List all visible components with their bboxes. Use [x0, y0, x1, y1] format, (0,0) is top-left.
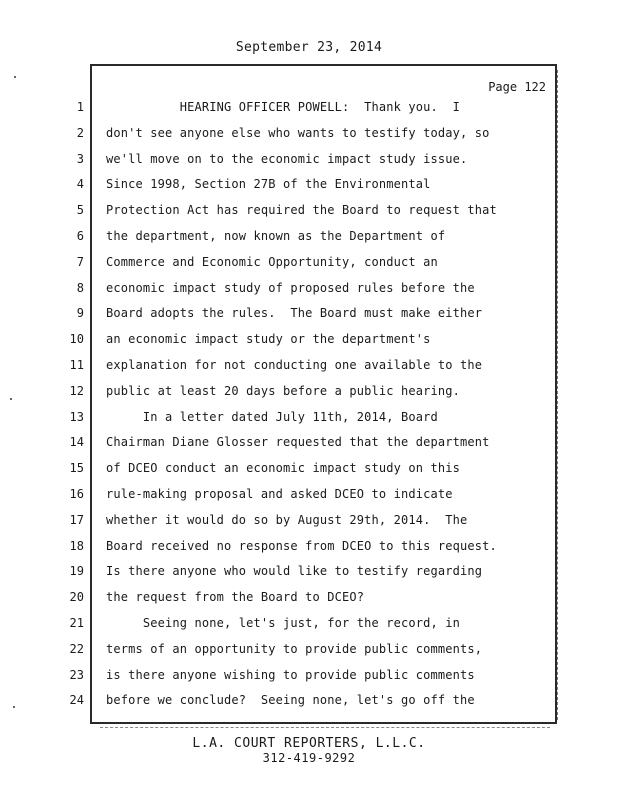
transcript-line: Since 1998, Section 27B of the Environmental: [106, 177, 431, 191]
transcript-line: whether it would do so by August 29th, 2014. The: [106, 513, 468, 527]
transcript-line: HEARING OFFICER POWELL: Thank you. I: [106, 100, 460, 114]
transcript-line: Board adopts the rules. The Board must make either: [106, 306, 483, 320]
transcript-line: don't see anyone else who wants to testify today, so: [106, 126, 490, 140]
transcript-line: we'll move on to the economic impact study issue.: [106, 152, 468, 166]
transcript-line: Commerce and Economic Opportunity, conduct an: [106, 255, 438, 269]
transcript-line: the department, now known as the Department of: [106, 229, 446, 243]
line-number: 15: [69, 461, 84, 475]
line-number: 9: [76, 306, 84, 320]
line-number: 16: [69, 487, 84, 501]
line-number: 1: [76, 100, 84, 114]
line-number: 4: [76, 177, 84, 191]
line-number: 23: [69, 668, 84, 682]
line-number: 20: [69, 590, 84, 604]
line-number: 2: [76, 126, 84, 140]
line-number: 11: [69, 358, 84, 372]
frame-bottom-edge: [100, 727, 550, 729]
transcript-line: an economic impact study or the department's: [106, 332, 431, 346]
transcript-line: of DCEO conduct an economic impact study on this: [106, 461, 460, 475]
scan-speck: [10, 398, 12, 400]
line-number: 13: [69, 410, 84, 424]
transcript-line: Board received no response from DCEO to this request.: [106, 539, 497, 553]
line-number: 5: [76, 203, 84, 217]
transcript-line: Is there anyone who would like to testify regarding: [106, 564, 483, 578]
line-number: 17: [69, 513, 84, 527]
transcript-line: is there anyone wishing to provide public comments: [106, 668, 475, 682]
transcript-line: rule-making proposal and asked DCEO to indicate: [106, 487, 453, 501]
transcript-line: Seeing none, let's just, for the record, in: [106, 616, 460, 630]
transcript-line: public at least 20 days before a public hearing.: [106, 384, 460, 398]
line-number: 10: [69, 332, 84, 346]
transcript-line: terms of an opportunity to provide public comments,: [106, 642, 483, 656]
scan-speck: [13, 706, 15, 708]
line-number: 7: [76, 255, 84, 269]
frame-edge: [557, 70, 561, 720]
transcript-line: before we conclude? Seeing none, let's go off the: [106, 693, 475, 707]
transcript-line: Chairman Diane Glosser requested that the department: [106, 435, 490, 449]
line-number: 14: [69, 435, 84, 449]
line-number: 6: [76, 229, 84, 243]
line-number: 19: [69, 564, 84, 578]
transcript-line: economic impact study of proposed rules before the: [106, 281, 475, 295]
line-number: 12: [69, 384, 84, 398]
transcript-line: explanation for not conducting one available to the: [106, 358, 483, 372]
line-number: 21: [69, 616, 84, 630]
transcript-line: Protection Act has required the Board to request that: [106, 203, 497, 217]
transcript-line: In a letter dated July 11th, 2014, Board: [106, 410, 438, 424]
line-number: 8: [76, 281, 84, 295]
court-reporter-name: L.A. COURT REPORTERS, L.L.C.: [192, 736, 426, 751]
transcript-date: September 23, 2014: [235, 40, 383, 55]
transcript-line: the request from the Board to DCEO?: [106, 590, 365, 604]
line-number: 24: [69, 693, 84, 707]
page-number: Page 122: [488, 80, 546, 94]
line-number: 22: [69, 642, 84, 656]
court-reporter-phone: 312-419-9292: [262, 751, 356, 765]
line-number: 18: [69, 539, 84, 553]
scan-speck: [14, 76, 16, 78]
line-number: 3: [76, 152, 84, 166]
